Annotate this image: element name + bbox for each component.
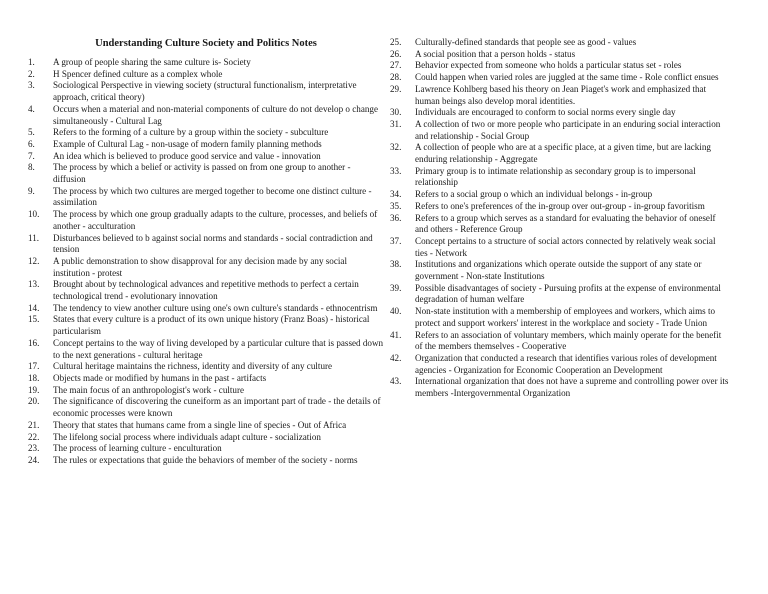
item-number: 18.: [28, 372, 40, 383]
item-text: Refers to one's preferences of the in-group over out-group - in-group favoritism: [415, 200, 705, 211]
item-number: 31.: [390, 118, 402, 129]
item-text: An idea which is believed to produce good service and value - innovation: [53, 150, 321, 161]
list-item: [28, 443, 384, 455]
item-text: A public demonstration to show disapproval for any decision made by any social institution - protest: [53, 255, 347, 278]
item-text: The tendency to view another culture using one's own culture's standards - ethnocentrism: [53, 302, 378, 313]
list-item: [390, 60, 730, 72]
item-text: Refers to a social group o which an individual belongs - in-group: [415, 189, 653, 200]
item-number: 7.: [28, 150, 35, 161]
item-number: 33.: [390, 165, 402, 176]
item-number: 10.: [28, 209, 40, 220]
item-text: Concept pertains to a structure of social actors connected by relatively weak social ties - Network: [415, 235, 716, 258]
item-number: 29.: [390, 83, 402, 94]
item-text: H Spencer defined culture as a complex whole: [53, 68, 223, 79]
item-number: 36.: [390, 212, 402, 223]
item-text: Primary group is to intimate relationship as secondary group is to impersonal relationship: [415, 165, 696, 188]
list-item: [390, 119, 730, 142]
item-number: 40.: [390, 306, 402, 317]
list-item: [390, 330, 730, 353]
list-item: [28, 57, 384, 69]
list-item: [390, 259, 730, 282]
item-number: 17.: [28, 361, 40, 372]
item-number: 37.: [390, 235, 402, 246]
item-text: The rules or expectations that guide the behaviors of member of the society - norms: [53, 454, 358, 465]
item-number: 2.: [28, 68, 35, 79]
item-number: 22.: [28, 431, 40, 442]
list-item: [390, 107, 730, 119]
item-number: 15.: [28, 314, 40, 325]
list-item: [390, 72, 730, 84]
item-number: 26.: [390, 48, 402, 59]
list-item: [28, 151, 384, 163]
item-number: 43.: [390, 376, 402, 387]
item-number: 23.: [28, 443, 40, 454]
list-item: [390, 37, 730, 49]
list-item: [390, 189, 730, 201]
item-number: 38.: [390, 259, 402, 270]
list-item: [28, 162, 384, 185]
item-text: Example of Cultural Lag - non-usage of modern family planning methods: [53, 138, 322, 149]
list-item: [390, 283, 730, 306]
item-text: Disturbances believed to b against social norms and standards - social contradiction and tension: [53, 232, 373, 255]
item-number: 9.: [28, 185, 35, 196]
list-item: [390, 376, 730, 399]
item-text: The process by which a belief or activity is passed on from one group to another - diffusion: [53, 162, 351, 185]
item-number: 6.: [28, 138, 35, 149]
list-item: [28, 373, 384, 385]
item-text: Institutions and organizations which operate outside the support of any state or government - Non-state Institutions: [415, 259, 702, 282]
item-text: Refers to the forming of a culture by a group within the society - subculture: [53, 127, 329, 138]
item-text: The main focus of an anthropologist's work - culture: [53, 384, 245, 395]
list-item: [28, 139, 384, 151]
item-number: 13.: [28, 279, 40, 290]
item-text: Sociological Perspective in viewing society (structural functionalism, interpretative approach, critical theory): [53, 80, 357, 103]
item-text: States that every culture is a product of its own unique history (Franz Boas) - historical particularism: [53, 314, 370, 337]
item-text: Lawrence Kohlberg based his theory on Jean Piaget's work and emphasized that human beings also develop moral identities.: [415, 83, 707, 106]
item-text: Behavior expected from someone who holds a particular status set - roles: [415, 60, 682, 71]
list-item: [28, 432, 384, 444]
item-number: 4.: [28, 103, 35, 114]
notes-list-left: [28, 57, 384, 467]
list-item: [28, 209, 384, 232]
item-number: 28.: [390, 72, 402, 83]
item-text: Concept pertains to the way of living developed by a particular culture that is passed down to the next generations - cultural heritage: [53, 337, 384, 360]
item-number: 1.: [28, 57, 35, 67]
list-item: [28, 396, 384, 419]
list-item: [28, 455, 384, 467]
list-item: [28, 69, 384, 81]
item-text: Refers to a group which serves as a standard for evaluating the behavior of oneself and others - Reference Group: [415, 212, 716, 235]
list-item: [390, 306, 730, 329]
item-number: 16.: [28, 337, 40, 348]
item-number: 32.: [390, 142, 402, 153]
list-item: [390, 142, 730, 165]
item-text: Non-state institution with a membership of employees and workers, which aims to protect and support workers' interest in the workplace and society - Trade Union: [415, 306, 716, 328]
list-item: [28, 279, 384, 302]
item-number: 5.: [28, 127, 35, 138]
list-item: [28, 256, 384, 279]
list-item: [28, 338, 384, 361]
list-item: [390, 201, 730, 213]
item-text: Culturally-defined standards that people see as good - values: [415, 37, 637, 47]
list-item: [390, 213, 730, 236]
left-column: [28, 0, 384, 467]
item-text: The process by which one group gradually adapts to the culture, processes, and beliefs of another - acculturation: [53, 209, 378, 231]
item-text: Objects made or modified by humans in the past - artifacts: [53, 372, 267, 383]
item-text: The process of learning culture - enculturation: [53, 443, 222, 454]
item-text: The lifelong social process where individuals adapt culture - socialization: [53, 431, 321, 442]
item-number: 27.: [390, 60, 402, 71]
list-item: [28, 420, 384, 432]
item-number: 14.: [28, 302, 40, 313]
item-number: 20.: [28, 396, 40, 407]
item-number: 39.: [390, 282, 402, 293]
item-number: 25.: [390, 37, 402, 47]
item-text: Cultural heritage maintains the richness, identity and diversity of any culture: [53, 361, 333, 372]
list-item: [28, 186, 384, 209]
item-text: A group of people sharing the same culture is- Society: [53, 57, 251, 67]
item-text: A collection of people who are at a specific place, at a given time, but are lacking enduring relationship - Aggregate: [415, 142, 711, 165]
list-item: [390, 84, 730, 107]
list-item: [28, 314, 384, 337]
item-text: International organization that does not have a supreme and controlling power over its members -Intergovernmental Organization: [415, 376, 729, 399]
list-item: [28, 233, 384, 256]
item-text: Individuals are encouraged to conform to social norms every single day: [415, 107, 676, 118]
item-text: Occurs when a material and non-material components of culture do not develop o change simultaneously - Cultural Lag: [53, 103, 378, 126]
item-text: Brought about by technological advances and repetitive methods to perfect a certain technological trend - evolutionary innovation: [53, 279, 359, 302]
item-number: 42.: [390, 352, 402, 363]
item-text: Theory that states that humans came from a single line of species - Out of Africa: [53, 419, 347, 430]
item-text: A collection of two or more people who participate in an enduring social interaction and relationship - Social Group: [415, 118, 721, 141]
item-number: 3.: [28, 80, 35, 91]
item-number: 35.: [390, 200, 402, 211]
item-number: 34.: [390, 189, 402, 200]
list-item: [28, 80, 384, 103]
item-text: Organization that conducted a research that identifies various roles of development agencies - Organization for Economic Cooperation an Development: [415, 352, 717, 375]
list-item: [28, 303, 384, 315]
list-item: [28, 127, 384, 139]
item-number: 8.: [28, 162, 35, 173]
item-number: 12.: [28, 255, 40, 266]
right-column: [390, 0, 730, 400]
item-number: 24.: [28, 454, 40, 465]
item-text: The significance of discovering the cuneiform as an important part of trade - the details of economic processes were known: [53, 396, 381, 419]
item-text: Could happen when varied roles are juggled at the same time - Role conflict ensues: [415, 72, 719, 83]
item-number: 30.: [390, 107, 402, 118]
item-number: 19.: [28, 384, 40, 395]
list-item: [28, 385, 384, 397]
list-item: [28, 361, 384, 373]
item-number: 41.: [390, 329, 402, 340]
item-text: A social position that a person holds - status: [415, 48, 576, 59]
list-item: [390, 166, 730, 189]
item-text: The process by which two cultures are merged together to become one distinct culture - assimilation: [53, 185, 372, 208]
notes-list-right: [390, 37, 730, 400]
item-text: Possible disadvantages of society - Pursuing profits at the expense of environmental degradation of human welfare: [415, 282, 721, 305]
item-number: 11.: [28, 232, 40, 243]
list-item: [390, 353, 730, 376]
document-title: Understanding Culture Society and Politics Notes: [95, 38, 317, 49]
list-item: [28, 104, 384, 127]
list-item: [390, 236, 730, 259]
item-text: Refers to an association of voluntary members, which mainly operate for the benefit of the members themselves - Cooperative: [415, 329, 722, 352]
list-item: [390, 49, 730, 61]
item-number: 21.: [28, 419, 40, 430]
